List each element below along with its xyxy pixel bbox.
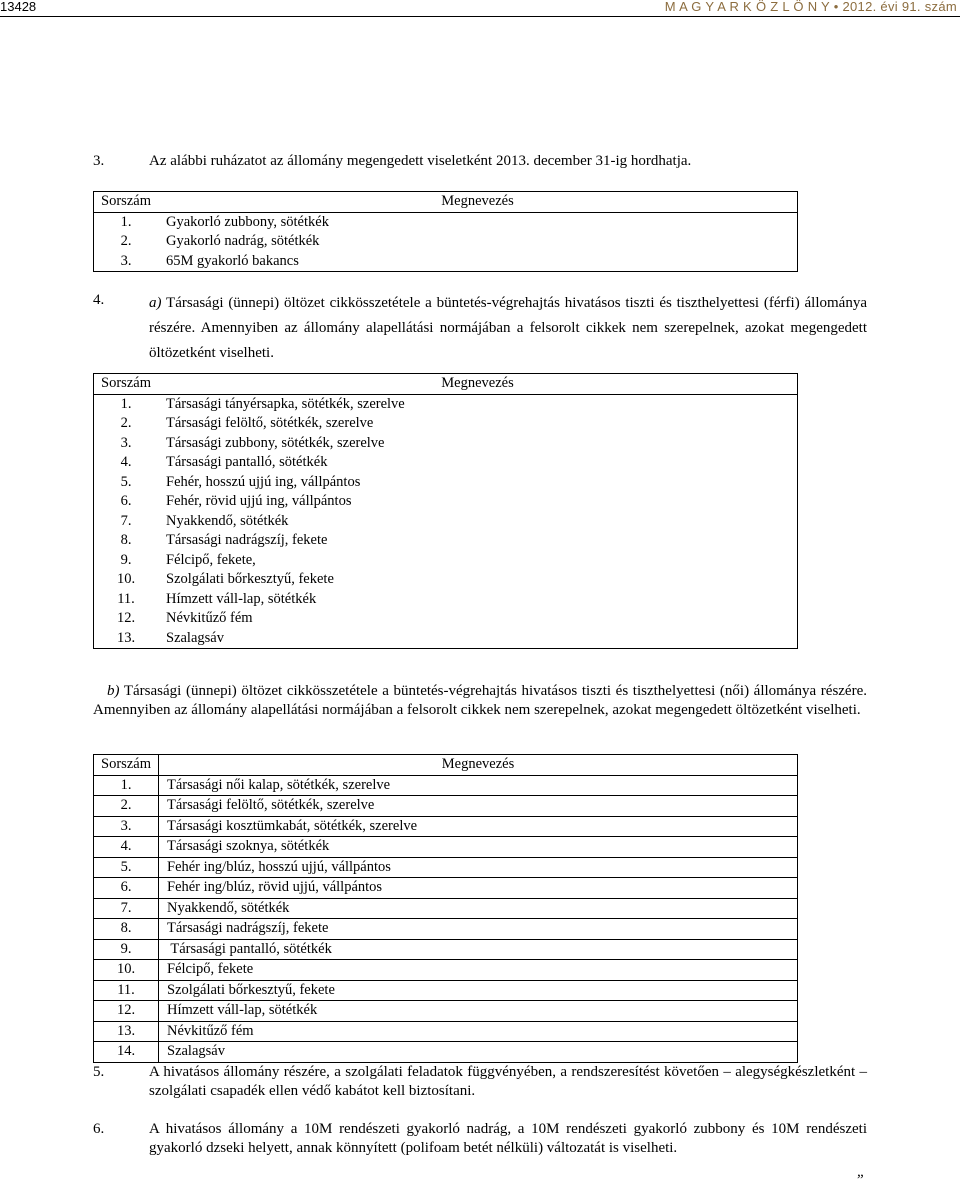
- row-item-name: Hímzett váll-lap, sötétkék: [166, 590, 317, 607]
- table-row: [94, 919, 798, 940]
- header-sorszam: Sorszám: [94, 374, 159, 395]
- header-megnevezes: Megnevezés: [159, 755, 798, 776]
- row-number: 9.: [94, 939, 159, 960]
- row-number: 11.: [117, 590, 135, 607]
- row-item-name: Társasági kosztümkabát, sötétkék, szerelve: [159, 816, 798, 837]
- row-item-name: Társasági pantalló, sötétkék: [159, 939, 798, 960]
- row-number: 8.: [94, 919, 159, 940]
- row-number: 6.: [94, 878, 159, 899]
- row-number: 4.: [94, 837, 159, 858]
- row-number: 4.: [120, 454, 132, 471]
- table-row: [94, 453, 798, 473]
- row-number: 1.: [120, 213, 132, 230]
- item-text: Az alábbi ruházatot az állomány megengedett viseletként 2013. december 31-ig hordhatja.: [149, 153, 692, 169]
- table-row: [94, 960, 798, 981]
- subitem-label: a): [149, 295, 162, 311]
- row-number: 7.: [120, 512, 132, 529]
- row-number: 7.: [94, 898, 159, 919]
- row-item-name: Társasági pantalló, sötétkék: [166, 454, 328, 471]
- row-number: 10.: [116, 571, 136, 588]
- table-row: [94, 414, 798, 434]
- row-number: 1.: [120, 395, 132, 412]
- subitem-text: Társasági (ünnepi) öltözet cikkösszetétele a büntetés-végrehajtás hivatásos tiszti és tiszthelyettesi (férfi) állománya részére. Amennyiben az állomány alapellátási normájában a felsorolt cikkek nem szerepelnek, azokat megengedett öltözetként viselheti.: [149, 295, 867, 361]
- table-row: [94, 570, 798, 590]
- table-row: [94, 878, 798, 899]
- table-male-formal: [93, 373, 798, 649]
- row-number: 5.: [94, 857, 159, 878]
- header-megnevezes: Megnevezés: [158, 192, 798, 213]
- row-number: 10.: [94, 960, 159, 981]
- subitem-b: [93, 682, 867, 720]
- page-header: [0, 0, 960, 17]
- table-header-row: [94, 755, 798, 776]
- row-number: 11.: [94, 980, 159, 1001]
- row-item-name: Félcipő, fekete: [159, 960, 798, 981]
- row-item-name: Hímzett váll-lap, sötétkék: [159, 1001, 798, 1022]
- row-item-name: Névkitűző fém: [166, 610, 253, 627]
- table-row: [94, 609, 798, 629]
- item-text: A hivatásos állomány részére, a szolgálati feladatok függvényében, a rendszeresítést követően – alegységkészletként – szolgálati csapadék ellen védő kabátot kell biztosítani.: [149, 1064, 867, 1099]
- header-sorszam: Sorszám: [94, 755, 159, 776]
- item-number: 3.: [93, 153, 105, 169]
- table-row: [94, 980, 798, 1001]
- item-number: 5.: [93, 1064, 105, 1080]
- table-header-row: [94, 192, 798, 213]
- table-row: [94, 1042, 798, 1063]
- row-number: 12.: [116, 610, 136, 627]
- journal-title: M A G Y A R K Ö Z L Ö N Y • 2012. évi 91. szám: [664, 0, 957, 14]
- row-item-name: Társasági felöltő, sötétkék, szerelve: [166, 415, 374, 432]
- row-item-name: Társasági szoknya, sötétkék: [159, 837, 798, 858]
- row-item-name: Szolgálati bőrkesztyű, fekete: [166, 571, 334, 588]
- table-row: [94, 837, 798, 858]
- row-item-name: Társasági zubbony, sötétkék, szerelve: [166, 434, 385, 451]
- table-row: [94, 590, 798, 610]
- row-number: 2.: [120, 233, 132, 250]
- item-text: [149, 291, 867, 366]
- table-row: [94, 775, 798, 796]
- page-number: 13428: [0, 0, 37, 14]
- table-row: [94, 252, 798, 272]
- row-number: 1.: [94, 775, 159, 796]
- row-number: 6.: [120, 493, 132, 510]
- row-item-name: Társasági nadrágszíj, fekete: [159, 919, 798, 940]
- row-number: 12.: [94, 1001, 159, 1022]
- row-item-name: Nyakkendő, sötétkék: [166, 512, 289, 529]
- row-item-name: Fehér, rövid ujjú ing, vállpántos: [166, 493, 352, 510]
- row-number: 2.: [120, 415, 132, 432]
- row-number: 9.: [120, 551, 132, 568]
- row-item-name: Fehér, hosszú ujjú ing, vállpántos: [166, 473, 361, 490]
- row-item-name: Gyakorló zubbony, sötétkék: [166, 213, 329, 230]
- table-row: [94, 898, 798, 919]
- row-item-name: 65M gyakorló bakancs: [166, 252, 299, 269]
- row-number: 3.: [120, 434, 132, 451]
- row-item-name: Félcipő, fekete,: [166, 551, 256, 568]
- item-4: [93, 291, 867, 367]
- item-number: 4.: [93, 292, 105, 308]
- row-item-name: Szolgálati bőrkesztyű, fekete: [159, 980, 798, 1001]
- row-item-name: Társasági nadrágszíj, fekete: [166, 532, 328, 549]
- header-megnevezes: Megnevezés: [158, 374, 798, 395]
- item-text: A hivatásos állomány a 10M rendészeti gyakorló nadrág, a 10M rendészeti gyakorló zubbony és 10M rendészeti gyakorló dzseki helyett, annak könnyített (polifoam betét nélküli) változatát is viselheti.: [149, 1121, 867, 1156]
- table-row: [94, 434, 798, 454]
- header-sorszam: Sorszám: [94, 192, 159, 213]
- row-number: 3.: [120, 252, 132, 269]
- subitem-text: Társasági (ünnepi) öltözet cikkösszetétele a büntetés-végrehajtás hivatásos tiszti és tiszthelyettesi (női) állománya részére. Amennyiben az állomány alapellátási normájában a felsorolt cikkek nem szerepelnek, azokat megengedett öltözetként viselheti.: [93, 683, 867, 718]
- row-item-name: Nyakkendő, sötétkék: [159, 898, 798, 919]
- row-number: 13.: [116, 629, 136, 646]
- table-row: [94, 551, 798, 571]
- table-row: [94, 1021, 798, 1042]
- item-number: 6.: [93, 1121, 105, 1137]
- table-row: [94, 796, 798, 817]
- row-item-name: Fehér ing/blúz, rövid ujjú, vállpántos: [159, 878, 798, 899]
- table-row: [94, 816, 798, 837]
- table-row: [94, 212, 798, 232]
- row-item-name: Társasági tányérsapka, sötétkék, szerelve: [166, 395, 405, 412]
- table-row: [94, 473, 798, 493]
- row-item-name: Gyakorló nadrág, sötétkék: [166, 233, 320, 250]
- row-item-name: Társasági felöltő, sötétkék, szerelve: [159, 796, 798, 817]
- row-number: 2.: [94, 796, 159, 817]
- row-item-name: Szalagsáv: [159, 1042, 798, 1063]
- table-row: [94, 857, 798, 878]
- row-number: 13.: [94, 1021, 159, 1042]
- table-row: [94, 492, 798, 512]
- table-female-formal: [93, 754, 798, 1063]
- table-row: [94, 512, 798, 532]
- row-number: 8.: [120, 532, 132, 549]
- row-item-name: Társasági női kalap, sötétkék, szerelve: [159, 775, 798, 796]
- table-row: [94, 394, 798, 414]
- header-rule: [0, 16, 960, 17]
- row-number: 3.: [94, 816, 159, 837]
- table-row: [94, 531, 798, 551]
- row-number: 5.: [120, 473, 132, 490]
- table-row: [94, 1001, 798, 1022]
- row-item-name: Fehér ing/blúz, hosszú ujjú, vállpántos: [159, 857, 798, 878]
- row-item-name: Névkitűző fém: [159, 1021, 798, 1042]
- table-row: [94, 232, 798, 252]
- table-header-row: [94, 374, 798, 395]
- row-item-name: Szalagsáv: [166, 629, 224, 646]
- closing-quote: ”: [857, 1172, 864, 1188]
- row-number: 14.: [94, 1042, 159, 1063]
- table-row: [94, 629, 798, 649]
- table-work-clothing: [93, 191, 798, 272]
- table-row: [94, 939, 798, 960]
- subitem-label: b): [107, 683, 120, 699]
